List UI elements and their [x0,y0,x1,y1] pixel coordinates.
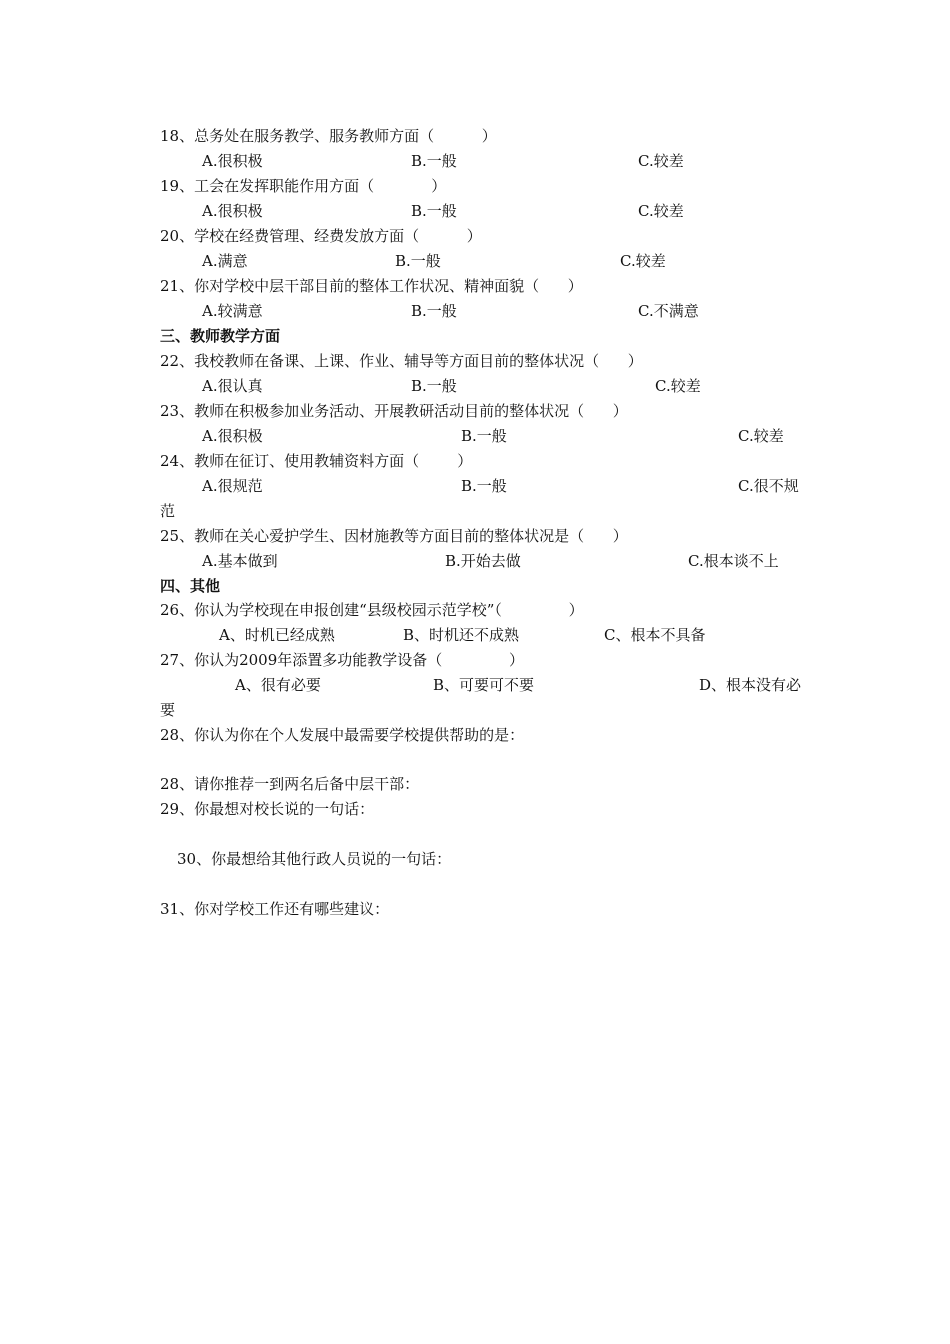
q24-option-a: A.很规范 [202,477,263,495]
q27-option-b: B、可要可不要 [433,676,535,694]
question-31: 31、你对学校工作还有哪些建议： [160,900,390,918]
section-heading-other: 四、其他 [160,577,221,595]
q27-option-a: A、很有必要 [235,676,321,694]
q19-option-a: A.很积极 [202,202,263,220]
q21-option-b: B.一般 [411,302,457,320]
q24-option-c-wrap: 范 [160,502,176,520]
q23-option-a: A.很积极 [202,427,263,445]
q27-option-d: D、根本没有必 [699,676,802,694]
q24-option-b: B.一般 [461,477,507,495]
q26-option-a: A、时机已经成熟 [219,626,335,644]
q22-option-b: B.一般 [411,377,457,395]
question-21: 21、你对学校中层干部目前的整体工作状况、精神面貌（ ） [160,277,583,295]
question-18: 18、总务处在服务教学、服务教师方面（ ） [160,127,497,145]
q24-option-c: C.很不规 [738,477,799,495]
q20-option-b: B.一般 [395,252,441,270]
q23-option-b: B.一般 [461,427,507,445]
question-30: 30、你最想给其他行政人员说的一句话： [177,850,452,868]
q23-option-c: C.较差 [738,427,784,445]
question-29: 29、你最想对校长说的一句话： [160,800,375,818]
q18-option-b: B.一般 [411,152,457,170]
q25-option-c: C.根本谈不上 [688,552,779,570]
q22-option-a: A.很认真 [202,377,263,395]
q25-option-b: B.开始去做 [445,552,521,570]
q18-option-a: A.很积极 [202,152,263,170]
question-23: 23、教师在积极参加业务活动、开展教研活动目前的整体状况（ ） [160,402,628,420]
section-heading-teaching: 三、教师教学方面 [160,327,281,345]
question-28b: 28、请你推荐一到两名后备中层干部： [160,775,420,793]
q26-option-b: B、时机还不成熟 [403,626,520,644]
q26-option-c: C、根本不具备 [604,626,706,644]
q19-option-c: C.较差 [638,202,684,220]
q21-option-a: A.较满意 [202,302,263,320]
q25-option-a: A.基本做到 [202,552,278,570]
question-28a: 28、你认为你在个人发展中最需要学校提供帮助的是： [160,726,525,744]
q27-option-d-wrap: 要 [160,701,176,719]
question-24: 24、教师在征订、使用教辅资料方面（ ） [160,452,473,470]
q18-option-c: C.较差 [638,152,684,170]
q19-option-b: B.一般 [411,202,457,220]
question-26: 26、你认为学校现在申报创建“县级校园示范学校”（ ） [160,601,584,619]
question-19: 19、工会在发挥职能作用方面（ ） [160,177,447,195]
q20-option-a: A.满意 [202,252,248,270]
question-20: 20、学校在经费管理、经费发放方面（ ） [160,227,482,245]
q20-option-c: C.较差 [620,252,666,270]
question-25: 25、教师在关心爱护学生、因材施教等方面目前的整体状况是（ ） [160,527,628,545]
question-22: 22、我校教师在备课、上课、作业、辅导等方面目前的整体状况（ ） [160,352,643,370]
q22-option-c: C.较差 [655,377,701,395]
question-27: 27、你认为2009年添置多功能教学设备（ ） [160,651,525,669]
q21-option-c: C.不满意 [638,302,699,320]
